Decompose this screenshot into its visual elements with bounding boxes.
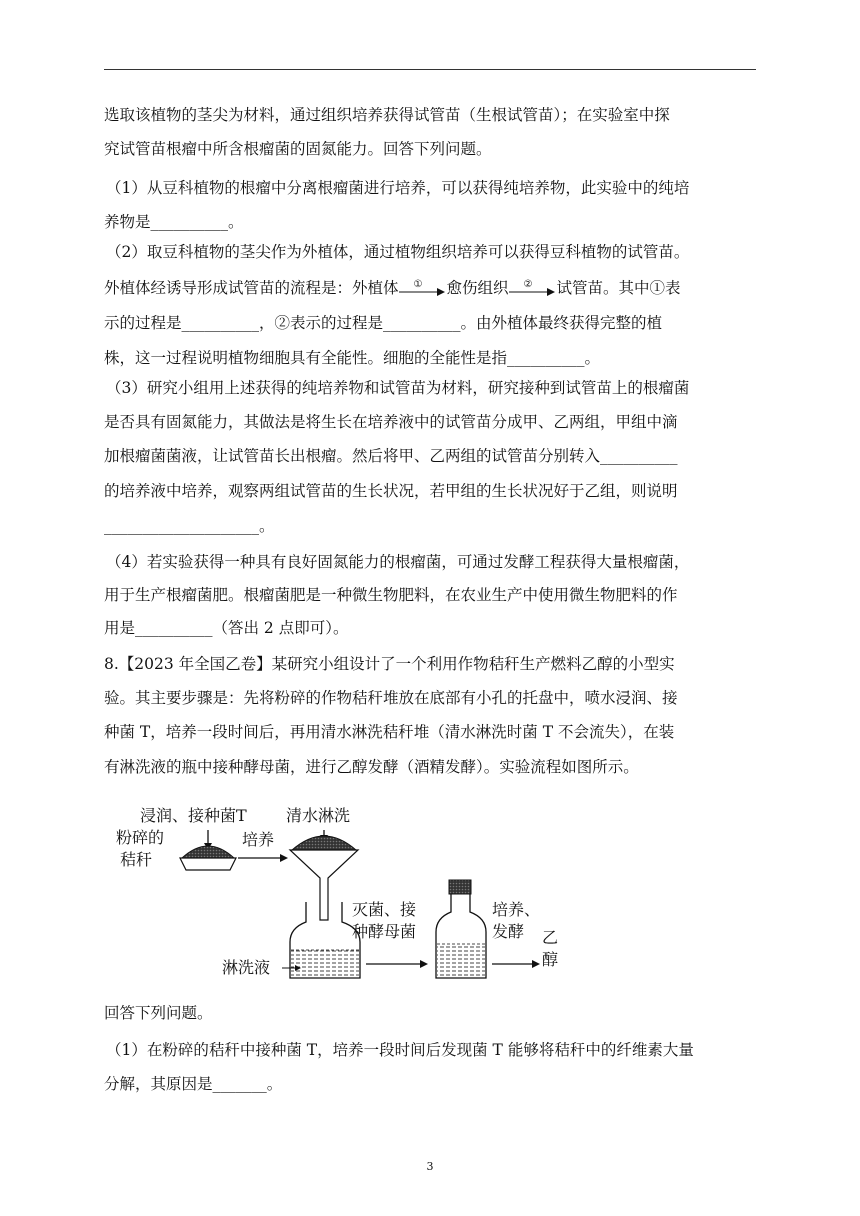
label-ferment-2: 发酵 [492, 922, 525, 941]
arrow-step-1 [399, 278, 447, 298]
arrow-step-2 [509, 278, 557, 298]
flow-text-a: 外植体经诱导形成试管苗的流程是：外植体 [104, 279, 399, 297]
text-line: 分解，其原因是_______。 [104, 1075, 283, 1093]
experiment-flow-figure [110, 806, 580, 990]
label-soak-inoculate: 浸润、接种菌T [140, 806, 247, 825]
arrow-label-2: ② [523, 279, 533, 290]
question-3: （3）研究小组用上述获得的纯培养物和试管苗为材料，研究接种到试管苗上的根瘤菌 [106, 379, 690, 397]
flow-text-b: 愈伤组织 [446, 279, 509, 297]
text-line: 种菌 T，培养一段时间后，再用清水淋洗秸秆堆（清水淋洗时菌 T 不会流失），在装 [104, 723, 675, 741]
text-line: 养物是__________。 [104, 213, 244, 231]
header-rule [104, 69, 756, 70]
text-line: 加根瘤菌菌液，让试管苗长出根瘤。然后将甲、乙两组的试管苗分别转入__________ [104, 447, 678, 465]
text-line: 回答下列问题。 [104, 1004, 213, 1022]
label-ethanol-1: 乙 [542, 928, 559, 947]
text-line: 选取该植物的茎尖为材料，通过组织培养获得试管苗（生根试管苗）；在实验室中探 [104, 106, 670, 124]
arrow-label-1: ① [413, 279, 423, 290]
label-eluate: 淋洗液 [222, 958, 271, 977]
question-4: （4）若实验获得一种具有良好固氮能力的根瘤菌，可通过发酵工程获得大量根瘤菌， [106, 553, 690, 571]
text-line: 验。其主要步骤是：先将粉碎的作物秸秆堆放在底部有小孔的托盘中，喷水浸润、接 [104, 689, 678, 707]
label-sterilize-1: 灭菌、接 [352, 900, 417, 919]
arrow-icon [399, 288, 445, 296]
text-line: 有淋洗液的瓶中接种酵母菌，进行乙醇发酵（酒精发酵）。实验流程如图所示。 [104, 758, 639, 776]
sub-question-1: （1）在粉碎的秸秆中接种菌 T，培养一段时间后发现菌 T 能够将秸秆中的纤维素大量 [106, 1041, 694, 1059]
text-line: 用是__________（答出 2 点即可）。 [104, 619, 349, 637]
text-line: 的培养液中培养，观察两组试管苗的生长状况，若甲组的生长状况好于乙组，则说明 [104, 482, 678, 500]
text-line: 株，这一过程说明植物细胞具有全能性。细胞的全能性是指__________。 [104, 349, 601, 367]
text-line: ____________________。 [104, 517, 275, 535]
text-line: 是否具有固氮能力，其做法是将生长在培养液中的试管苗分成甲、乙两组，甲组中滴 [104, 413, 678, 431]
text-line: 用于生产根瘤菌肥。根瘤菌肥是一种微生物肥料，在农业生产中使用微生物肥料的作 [104, 586, 678, 604]
label-sterilize-2: 种酵母菌 [352, 922, 417, 941]
label-crushed: 粉碎的 [116, 828, 165, 847]
question-2: （2）取豆科植物的茎尖作为外植体，通过植物组织培养可以获得豆科植物的试管苗。 [106, 243, 690, 261]
text-line: 示的过程是__________，②表示的过程是__________。由外植体最终获得完整的植 [104, 314, 663, 332]
label-ferment-1: 培养、 [492, 900, 541, 919]
flow-line [104, 278, 681, 298]
flow-text-c: 试管苗。其中①表 [556, 279, 681, 297]
label-rinse: 清水淋洗 [286, 806, 351, 825]
question-1: （1）从豆科植物的根瘤中分离根瘤菌进行培养，可以获得纯培养物，此实验中的纯培 [106, 179, 690, 197]
label-culture: 培养 [242, 830, 275, 849]
problem-8-title: 8.【2023 年全国乙卷】某研究小组设计了一个利用作物秸秆生产燃料乙醇的小型实 [104, 655, 675, 673]
text-line: 究试管苗根瘤中所含根瘤菌的固氮能力。回答下列问题。 [104, 140, 492, 158]
arrow-icon [509, 288, 555, 296]
label-straw: 秸秆 [120, 850, 153, 869]
label-ethanol-2: 醇 [542, 950, 559, 969]
page-number: 3 [426, 1160, 434, 1173]
